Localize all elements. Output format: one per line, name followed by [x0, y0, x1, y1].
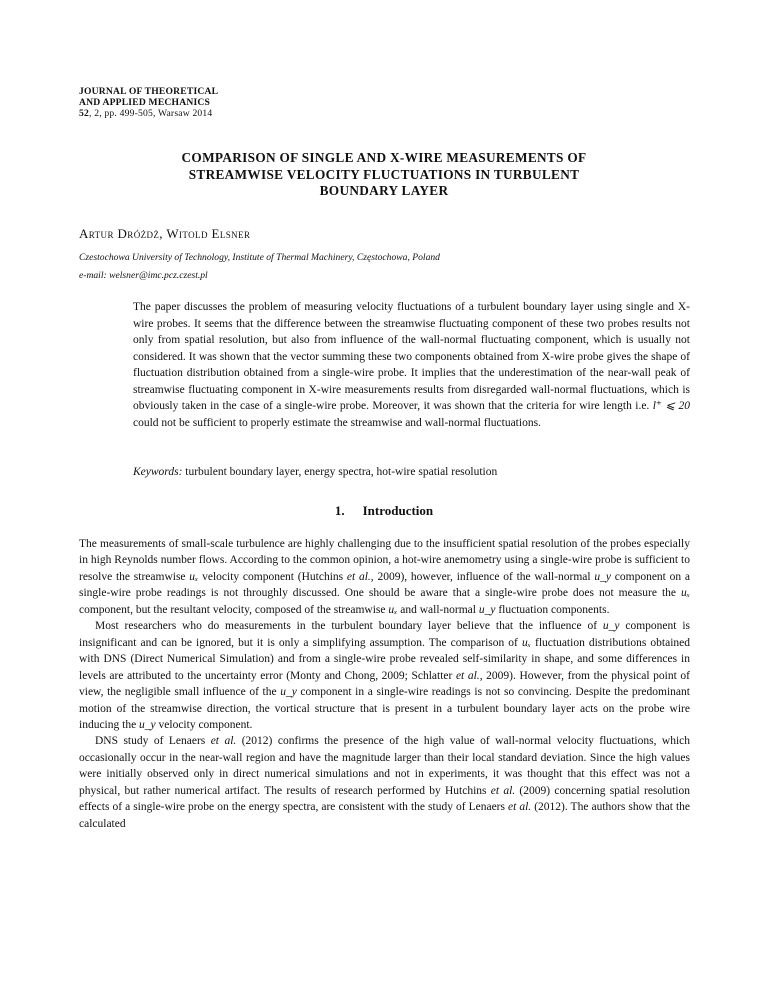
- text-run: velocity component.: [155, 718, 253, 731]
- paragraph-3: [79, 733, 690, 832]
- text-run: and wall-normal: [397, 603, 479, 616]
- text-run: component is insignificant and can be ignored, but it is only a simplifying assumption. The comparison of: [79, 620, 690, 649]
- journal-citation: [79, 108, 218, 119]
- keywords-label: Keywords:: [133, 466, 183, 478]
- text-run: , 2009). However, from the physical point of view, the negligible small influence of the: [79, 669, 690, 699]
- abstract-text: The paper discusses the problem of measuring velocity fluctuations of a turbulent boundary layer using single and X-wire probes. It seems that the difference between the streamwise fluctuating component of these two probes results not only from spatial resolution, but also from influence of the wall-normal fluctuating component, which is usually not considered. It was shown that the vector summing these two components obtained from X-wire probe gives the shape of fluctuation distribution obtained from a single-wire probe. It implies that the underestimation of the near-wall peak of streamwise fluctuating component in X-wire measurements results from disregarded wall-normal fluctuations, which is obviously taken in the case of a single-wire probe. Moreover, it was shown that the criteria for wire length i.e.: [133, 301, 690, 412]
- section-title: Introduction: [362, 503, 434, 518]
- text-run: fluctuation components.: [495, 603, 610, 616]
- paragraph-2: [79, 618, 690, 733]
- affiliation: Czestochowa University of Technology, Institute of Thermal Machinery, Częstochowa, Poland: [79, 252, 440, 263]
- citation-etal: et al.: [508, 801, 532, 814]
- text-run: component on a single-wire probe readings is not throughly discussed. One should be aware that a single-wire probe does not measure the: [79, 570, 691, 600]
- math-symbol: u_y: [139, 718, 156, 731]
- abstract-text-end: could not be sufficient to properly estimate the streamwise and wall-normal fluctuations.: [133, 416, 541, 429]
- text-run: Most researchers who do measurements in the turbulent boundary layer believe that the influence of: [95, 620, 603, 633]
- math-symbol: u_y: [594, 570, 611, 583]
- keywords-text: turbulent boundary layer, energy spectra, hot-wire spatial resolution: [182, 466, 498, 478]
- abstract: [133, 299, 690, 431]
- citation-etal: et al.: [346, 570, 371, 583]
- text-run: The measurements of small-scale turbulence are highly challenging due to the insufficient spatial resolution of the probes especially in high Reynolds number flows. According to the common opinion, a hot-wire anemometry using a single-wire probe is sufficient to resolve the streamwise: [79, 538, 690, 583]
- math-symbol: uₓ: [680, 587, 690, 600]
- keywords: [133, 466, 690, 478]
- citation-etal: et al.: [490, 784, 516, 797]
- journal-header: [79, 86, 218, 119]
- text-run: fluctuation distributions obtained with DNS (Direct Numerical Simulation) and from a single-wire probe revealed self-similarity in shape, and some differences in levels are attributed to the uncertainty error (Monty and Chong, 2009; Schlatter: [79, 636, 690, 682]
- body-text: [79, 536, 690, 832]
- paper-title-line1: COMPARISON OF SINGLE AND X-WIRE MEASUREMENTS OF: [181, 150, 587, 165]
- math-symbol: uₓ: [388, 603, 398, 616]
- paper-title-line2: STREAMWISE VELOCITY FLUCTUATIONS IN TURBULENT: [188, 166, 580, 182]
- text-run: (2012). The authors show that the calculated: [79, 801, 690, 830]
- text-run: , 2009), however, influence of the wall-normal: [370, 570, 595, 583]
- citation-etal: et al.: [455, 669, 480, 682]
- math-symbol: u_y: [478, 603, 496, 616]
- text-run: component, but the resultant velocity, composed of the streamwise: [79, 603, 389, 616]
- text-run: velocity component (Hutchins: [198, 570, 347, 583]
- section-number: 1.: [334, 503, 345, 518]
- abstract-math: l⁺ ⩽ 20: [652, 400, 691, 412]
- citation-etal: et al.: [210, 735, 237, 748]
- math-symbol: u_y: [602, 620, 620, 633]
- journal-volume: 52: [79, 108, 89, 119]
- author-email: e-mail: welsner@imc.pcz.czest.pl: [79, 270, 208, 281]
- section-heading: [79, 503, 689, 519]
- text-run: (2009) concerning spatial resolution effects of a single-wire probe on the energy spectra, are consistent with the study of Lenaers: [79, 784, 690, 814]
- text-run: DNS study of Lenaers: [95, 735, 211, 748]
- journal-citation-text: , 2, pp. 499-505, Warsaw 2014: [89, 108, 213, 119]
- text-run: component in a single-wire readings is not so convincing. Despite the predominant motion of the streamwise direction, the vortical structure that is present in a turbulent boundary layer acts on the probe wire inducing the: [79, 686, 690, 731]
- paper-title: [79, 150, 689, 200]
- authors: Artur Dróżdż, Witold Elsner: [79, 226, 251, 241]
- text-run: (2012) confirms the presence of the high value of wall-normal velocity fluctuations, which occasionally occur in the near-wall region and have the magnitude larger than their local standard deviation. Since the high values were initially observed only in direct numerical simulations and not in experiments, it was thought that this effect was not a physical, but rather numerical artifact. The results of research performed by Hutchins: [79, 735, 691, 797]
- paragraph-1: [79, 536, 690, 618]
- journal-name-line1: JOURNAL OF THEORETICAL: [79, 86, 219, 97]
- paper-title-line3: BOUNDARY LAYER: [319, 183, 449, 198]
- math-symbol: uₓ: [189, 570, 199, 583]
- journal-name-line2: AND APPLIED MECHANICS: [79, 97, 211, 108]
- math-symbol: u_y: [280, 686, 297, 699]
- math-symbol: uₓ: [521, 636, 531, 649]
